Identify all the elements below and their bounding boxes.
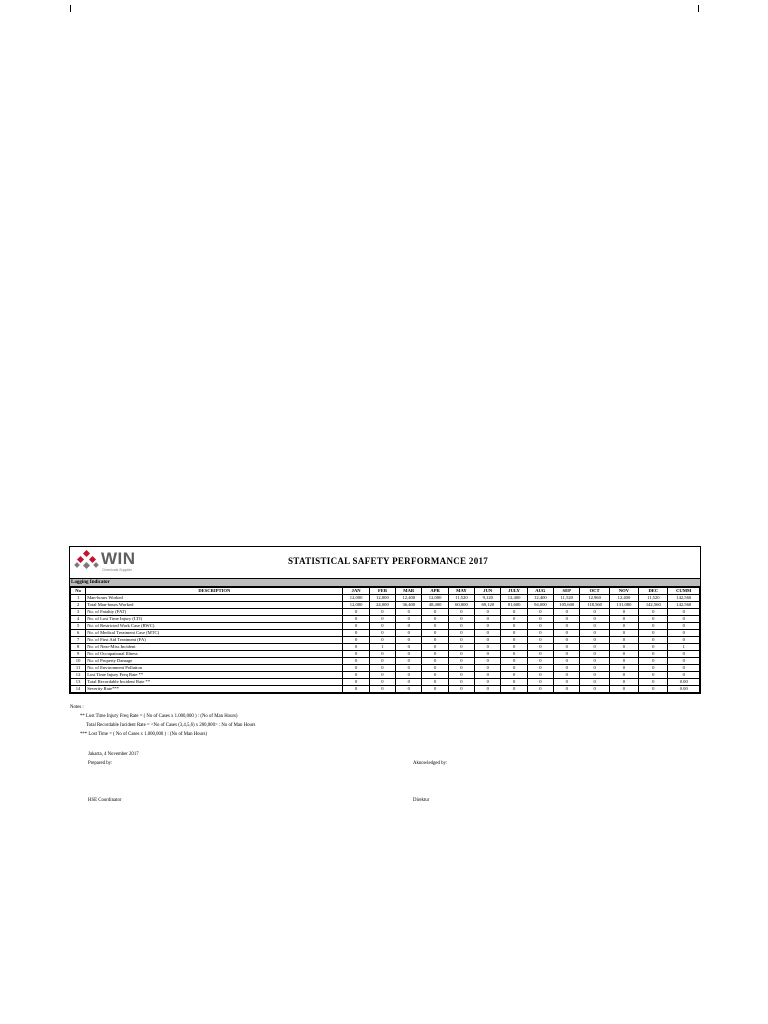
table-cell: 0 <box>527 679 553 686</box>
table-cell: 118,560 <box>580 602 609 609</box>
table-cell: 0 <box>580 679 609 686</box>
table-cell: 0 <box>369 616 395 623</box>
table-cell: 0 <box>396 616 422 623</box>
table-cell: 0 <box>448 630 474 637</box>
table-cell: 36,400 <box>396 602 422 609</box>
table-cell: 12,000 <box>369 595 395 602</box>
table-cell: 0 <box>501 686 527 693</box>
table-cell: 0 <box>527 644 553 651</box>
table-cell: 0 <box>554 623 580 630</box>
column-header: JULY <box>501 588 527 595</box>
table-cell: 0 <box>448 651 474 658</box>
table-cell: 0 <box>639 623 668 630</box>
table-cell: 0 <box>501 616 527 623</box>
table-cell: 0 <box>448 609 474 616</box>
table-cell: 0 <box>448 644 474 651</box>
table-cell: 0 <box>668 651 700 658</box>
table-cell: 0 <box>609 623 638 630</box>
table-cell: 0 <box>554 637 580 644</box>
column-header: APR <box>422 588 448 595</box>
table-row <box>71 637 700 644</box>
table-cell: 0 <box>422 609 448 616</box>
row-number: 11 <box>71 665 86 672</box>
notes-heading: Notes : <box>70 705 84 710</box>
table-cell: 0 <box>396 644 422 651</box>
table-row <box>71 686 700 693</box>
table-row <box>71 623 700 630</box>
table-cell: 0 <box>554 665 580 672</box>
row-number: 3 <box>71 609 86 616</box>
table-cell: 0 <box>343 630 369 637</box>
table-cell: 0 <box>609 616 638 623</box>
table-cell: 1 <box>668 644 700 651</box>
table-cell: 0 <box>639 616 668 623</box>
table-cell: 0 <box>369 623 395 630</box>
table-cell: 0 <box>501 672 527 679</box>
section-label: Lagging Indicator <box>70 579 700 587</box>
table-cell: 0 <box>609 651 638 658</box>
table-cell: 0 <box>668 665 700 672</box>
table-cell: 48,400 <box>422 602 448 609</box>
crop-mark-left <box>70 5 71 12</box>
logo-diamond-icon <box>74 550 100 574</box>
table-cell: 0 <box>668 672 700 679</box>
row-description: Man-hours Worked <box>86 595 343 602</box>
table-cell: 0 <box>639 609 668 616</box>
table-header-row <box>71 588 700 595</box>
acknowledged-by-label: Aknowledged by: <box>413 761 448 766</box>
row-description: No. of Fatality (FAT) <box>86 609 343 616</box>
table-cell: 81,600 <box>501 602 527 609</box>
table-row <box>71 665 700 672</box>
table-cell: 0 <box>609 672 638 679</box>
row-description: Total Recordable Incident Rate ** <box>86 679 343 686</box>
table-cell: 0 <box>475 637 501 644</box>
table-cell: 0 <box>527 630 553 637</box>
table-cell: 0 <box>343 609 369 616</box>
table-cell: 12,000 <box>422 595 448 602</box>
table-cell: 0 <box>448 679 474 686</box>
table-cell: 0 <box>639 651 668 658</box>
table-cell: 0 <box>448 637 474 644</box>
table-cell: 0 <box>527 651 553 658</box>
column-header: DEC <box>639 588 668 595</box>
table-cell: 0 <box>501 658 527 665</box>
table-cell: 0 <box>343 665 369 672</box>
table-cell: 0 <box>422 630 448 637</box>
table-cell: 0 <box>422 679 448 686</box>
table-cell: 0 <box>475 623 501 630</box>
table-cell: 0 <box>639 644 668 651</box>
table-cell: 9,120 <box>475 595 501 602</box>
table-cell: 0 <box>475 679 501 686</box>
table-cell: 0 <box>609 665 638 672</box>
table-cell: 0 <box>668 616 700 623</box>
logo-tagline: Chemicals Supplier <box>102 568 133 572</box>
row-number: 7 <box>71 637 86 644</box>
table-cell: 0 <box>501 679 527 686</box>
row-number: 8 <box>71 644 86 651</box>
row-description: No. of Lost Time Injury (LTI) <box>86 616 343 623</box>
table-cell: 0 <box>527 623 553 630</box>
table-cell: 0 <box>554 609 580 616</box>
column-header: NOV <box>609 588 638 595</box>
table-cell: 0 <box>369 609 395 616</box>
crop-mark-right <box>698 5 699 12</box>
table-cell: 0 <box>527 686 553 693</box>
table-cell: 0 <box>609 686 638 693</box>
table-cell: 0 <box>422 637 448 644</box>
table-cell: 0 <box>369 665 395 672</box>
table-cell: 0 <box>343 679 369 686</box>
table-row <box>71 644 700 651</box>
table-cell: 0 <box>580 630 609 637</box>
table-cell: 0 <box>396 609 422 616</box>
table-cell: 0 <box>422 623 448 630</box>
table-cell: 0 <box>343 651 369 658</box>
table-row <box>71 672 700 679</box>
table-cell: 0 <box>527 665 553 672</box>
table-cell: 0 <box>501 644 527 651</box>
table-cell: 0 <box>668 630 700 637</box>
table-cell: 142,560 <box>639 602 668 609</box>
table-cell: 0 <box>609 609 638 616</box>
table-row <box>71 630 700 637</box>
table-cell: 0 <box>343 686 369 693</box>
table-cell: 0 <box>639 658 668 665</box>
table-cell: 142,560 <box>668 602 700 609</box>
table-cell: 0 <box>580 686 609 693</box>
table-cell: 0 <box>369 637 395 644</box>
column-header: OCT <box>580 588 609 595</box>
report-header <box>70 547 700 579</box>
table-cell: 0 <box>527 609 553 616</box>
table-cell: 0 <box>501 637 527 644</box>
table-cell: 142,560 <box>668 595 700 602</box>
table-cell: 0 <box>369 679 395 686</box>
row-description: No. of Property Damage <box>86 658 343 665</box>
safety-stats-table <box>70 587 700 693</box>
table-cell: 0 <box>396 672 422 679</box>
place-date: Jakarta, 4 November 2017 <box>88 752 139 757</box>
column-header: MAY <box>448 588 474 595</box>
table-cell: 0 <box>448 665 474 672</box>
table-cell: 0 <box>396 637 422 644</box>
column-header: SEP <box>554 588 580 595</box>
table-cell: 0 <box>475 616 501 623</box>
table-cell: 0 <box>369 630 395 637</box>
row-number: 12 <box>71 672 86 679</box>
table-cell: 0 <box>554 658 580 665</box>
table-cell: 0 <box>527 616 553 623</box>
table-cell: 0 <box>396 686 422 693</box>
table-cell: 0 <box>396 651 422 658</box>
table-cell: 0 <box>527 672 553 679</box>
table-cell: 0 <box>668 609 700 616</box>
table-cell: 12,400 <box>501 595 527 602</box>
table-cell: 105,600 <box>554 602 580 609</box>
row-description: No. of Medical Treatment Case (MTC) <box>86 630 343 637</box>
table-cell: 0 <box>369 686 395 693</box>
table-cell: 12,400 <box>527 595 553 602</box>
row-number: 6 <box>71 630 86 637</box>
note-severity: *** Lost Time = ( No of Cases x 1.000,000 ) : (No of Man Hours) <box>80 732 208 737</box>
table-cell: 0 <box>580 644 609 651</box>
table-cell: 0 <box>448 658 474 665</box>
table-cell: 0 <box>396 630 422 637</box>
row-number: 10 <box>71 658 86 665</box>
row-description: Severity Rate*** <box>86 686 343 693</box>
table-cell: 12,400 <box>609 595 638 602</box>
table-cell: 0 <box>668 623 700 630</box>
company-logo <box>74 550 154 576</box>
prepared-by-label: Prepared by: <box>88 761 113 766</box>
table-cell: 11,520 <box>554 595 580 602</box>
row-number: 5 <box>71 623 86 630</box>
table-cell: 0 <box>448 686 474 693</box>
note-trir: Total Recordable Incident Rate = <No of Cases (3,4,5,6) x 200,000> : No of Man Hours <box>86 723 256 728</box>
table-cell: 0 <box>609 637 638 644</box>
table-cell: 12,960 <box>580 595 609 602</box>
logo-wordmark: WIN <box>101 549 136 568</box>
row-number: 1 <box>71 595 86 602</box>
table-cell: 0 <box>475 672 501 679</box>
row-number: 4 <box>71 616 86 623</box>
table-cell: 1 <box>369 644 395 651</box>
table-cell: 0 <box>609 679 638 686</box>
table-cell: 0 <box>475 665 501 672</box>
table-cell: 0 <box>554 630 580 637</box>
table-cell: 0 <box>396 623 422 630</box>
table-row <box>71 595 700 602</box>
table-cell: 0 <box>475 651 501 658</box>
table-cell: 0 <box>422 644 448 651</box>
table-cell: 0 <box>580 637 609 644</box>
column-header: MAR <box>396 588 422 595</box>
table-cell: 0 <box>580 665 609 672</box>
column-header: JAN <box>343 588 369 595</box>
table-cell: 0 <box>343 644 369 651</box>
table-cell: 0 <box>580 672 609 679</box>
table-cell: 0 <box>609 630 638 637</box>
row-description: Total Man-hours Worked <box>86 602 343 609</box>
table-cell: 0 <box>475 686 501 693</box>
table-cell: 94,000 <box>527 602 553 609</box>
table-cell: 0 <box>527 637 553 644</box>
table-cell: 0 <box>343 637 369 644</box>
table-cell: 0 <box>609 658 638 665</box>
row-number: 14 <box>71 686 86 693</box>
acknowledger-role: Direktur <box>413 798 430 803</box>
table-cell: 0 <box>475 609 501 616</box>
table-cell: 0 <box>422 651 448 658</box>
row-description: Lost Time Injury Freq Rate ** <box>86 672 343 679</box>
table-cell: 0 <box>639 637 668 644</box>
table-cell: 0 <box>580 651 609 658</box>
table-cell: 0 <box>580 609 609 616</box>
notes-block <box>70 703 255 739</box>
table-cell: 0 <box>422 686 448 693</box>
table-row <box>71 609 700 616</box>
table-cell: 0 <box>369 651 395 658</box>
table-cell: 0 <box>639 686 668 693</box>
table-cell: 11,520 <box>639 595 668 602</box>
table-cell: 0 <box>396 679 422 686</box>
table-cell: 0 <box>369 672 395 679</box>
table-cell: 0 <box>369 658 395 665</box>
preparer-role: HSE Coordinator <box>88 798 122 803</box>
table-cell: 0 <box>343 658 369 665</box>
table-cell: 0.00 <box>668 686 700 693</box>
table-cell: 12,400 <box>396 595 422 602</box>
table-cell: 12,000 <box>343 602 369 609</box>
column-header: FEB <box>369 588 395 595</box>
column-header: CUMM <box>668 588 700 595</box>
table-cell: 0 <box>580 658 609 665</box>
table-cell: 0 <box>668 637 700 644</box>
table-cell: 12,000 <box>343 595 369 602</box>
column-header: AUG <box>527 588 553 595</box>
table-cell: 0 <box>554 616 580 623</box>
table-cell: 0 <box>343 623 369 630</box>
table-cell: 0 <box>501 651 527 658</box>
row-number: 2 <box>71 602 86 609</box>
column-header: JUN <box>475 588 501 595</box>
table-cell: 0 <box>343 672 369 679</box>
table-row <box>71 658 700 665</box>
row-description: No. of Restricted Work Case (RWC) <box>86 623 343 630</box>
table-row <box>71 651 700 658</box>
note-ltifr: ** Lost Time Injury Freq Rate = ( No of Cases x 1.000,000 ) : (No of Man Hours) <box>80 714 238 719</box>
table-cell: 0 <box>448 616 474 623</box>
table-cell: 0 <box>501 665 527 672</box>
row-description: No. of Occupational Illness <box>86 651 343 658</box>
table-cell: 0 <box>501 609 527 616</box>
table-cell: 11,520 <box>448 595 474 602</box>
table-cell: 0 <box>554 679 580 686</box>
table-cell: 0 <box>554 686 580 693</box>
table-cell: 24,000 <box>369 602 395 609</box>
column-header: DESCRIPTION <box>86 588 343 595</box>
table-cell: 0 <box>501 623 527 630</box>
table-row <box>71 602 700 609</box>
table-cell: 0 <box>580 623 609 630</box>
table-cell: 0 <box>554 644 580 651</box>
table-cell: 0 <box>639 630 668 637</box>
row-description: No. of Near-Miss Incident <box>86 644 343 651</box>
table-row <box>71 616 700 623</box>
table-cell: 0 <box>422 658 448 665</box>
table-cell: 60,000 <box>448 602 474 609</box>
table-cell: 0 <box>475 630 501 637</box>
table-cell: 0 <box>639 679 668 686</box>
table-cell: 69,120 <box>475 602 501 609</box>
row-description: No. of First Aid Treatment (FA) <box>86 637 343 644</box>
table-row <box>71 679 700 686</box>
table-cell: 0 <box>501 630 527 637</box>
table-cell: 0 <box>609 644 638 651</box>
table-cell: 0 <box>422 616 448 623</box>
table-cell: 0 <box>639 672 668 679</box>
table-cell: 0 <box>396 665 422 672</box>
table-cell: 0 <box>475 644 501 651</box>
table-cell: 0 <box>343 616 369 623</box>
column-header: No <box>71 588 86 595</box>
table-cell: 0 <box>580 616 609 623</box>
table-cell: 0 <box>668 658 700 665</box>
row-description: No. of Environment Pollution <box>86 665 343 672</box>
table-cell: 0 <box>475 658 501 665</box>
table-cell: 0 <box>448 672 474 679</box>
safety-report-sheet <box>69 546 701 694</box>
table-cell: 0 <box>422 672 448 679</box>
table-cell: 0 <box>554 672 580 679</box>
row-number: 9 <box>71 651 86 658</box>
table-body <box>71 595 700 693</box>
report-title: STATISTICAL SAFETY PERFORMANCE 2017 <box>288 556 489 566</box>
table-cell: 0.00 <box>668 679 700 686</box>
table-cell: 131,080 <box>609 602 638 609</box>
table-cell: 0 <box>396 658 422 665</box>
table-cell: 0 <box>422 665 448 672</box>
table-cell: 0 <box>448 623 474 630</box>
table-cell: 0 <box>639 665 668 672</box>
table-cell: 0 <box>554 651 580 658</box>
table-cell: 0 <box>527 658 553 665</box>
row-number: 13 <box>71 679 86 686</box>
